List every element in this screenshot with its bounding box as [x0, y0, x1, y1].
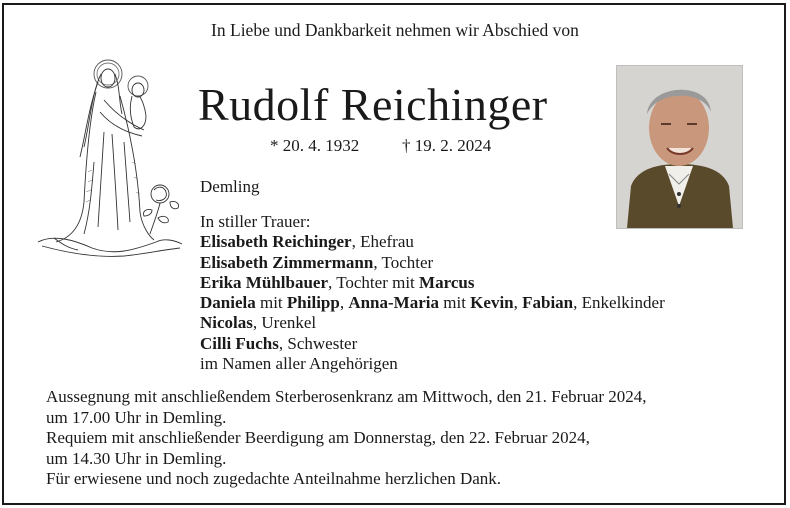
mourner-relation: , Enkelkinder [573, 293, 665, 313]
mourner-relation: mit [255, 293, 287, 313]
mourner-name: Anna-Maria [348, 293, 439, 313]
mourner-relation: im Namen aller Angehörigen [200, 354, 398, 374]
mourner-relation: , [513, 293, 523, 313]
intro-line: In Liebe und Dankbarkeit nehmen wir Abschied von [211, 20, 579, 40]
portrait-illustration [617, 66, 742, 228]
mourner-relation: , Urenkel [252, 313, 317, 333]
mourner-relation: , [339, 293, 349, 313]
mourner-relation: mit [439, 293, 471, 313]
place: Demling [200, 177, 260, 196]
service-info [46, 387, 647, 490]
footer-line: um 17.00 Uhr in Demling. [46, 407, 227, 427]
footer-line: um 14.30 Uhr in Demling. [46, 448, 227, 468]
mourner-name: Marcus [419, 272, 475, 292]
mourner-line [200, 253, 665, 273]
mourner-relation: , Schwester [278, 333, 358, 353]
mourner-relation: , Tochter mit [328, 272, 420, 292]
mourner-line [200, 293, 665, 313]
birth-date: * 20. 4. 1932 [270, 136, 360, 155]
mourner-name: Elisabeth Zimmermann [200, 252, 374, 272]
mourner-list [200, 232, 665, 374]
portrait-photo [616, 65, 743, 229]
mourner-relation: , Tochter [373, 252, 434, 272]
mourner-name: Kevin [470, 293, 514, 313]
mourner-name: Fabian [522, 293, 574, 313]
madonna-illustration [34, 52, 186, 262]
mourner-relation: , Ehefrau [351, 232, 414, 252]
mourner-name: Cilli Fuchs [200, 333, 279, 353]
footer-line: Für erwiesene und noch zugedachte Anteilnahme herzlichen Dank. [46, 469, 502, 488]
mourner-line [200, 334, 665, 354]
footer-line: Aussegnung mit anschließendem Sterberosenkranz am Mittwoch, den 21. Februar 2024, [46, 387, 647, 406]
mourner-line [200, 313, 665, 333]
mourner-line [200, 232, 665, 252]
mourner-line [200, 273, 665, 293]
mourners-heading: In stiller Trauer: [200, 212, 311, 231]
mourner-name: Erika Mühlbauer [200, 272, 328, 292]
deceased-name: Rudolf Reichinger [198, 79, 548, 130]
mourners-block [200, 212, 665, 374]
mourner-name: Nicolas [200, 313, 253, 333]
mourner-name: Elisabeth Reichinger [200, 232, 352, 252]
footer-line: Requiem mit anschließender Beerdigung am Donnerstag, den 22. Februar 2024, [46, 428, 590, 447]
mourner-line [200, 354, 665, 374]
mourner-name: Philipp [286, 293, 340, 313]
mourner-name: Daniela [200, 293, 256, 313]
dates [270, 136, 492, 156]
death-date: † 19. 2. 2024 [402, 136, 492, 155]
